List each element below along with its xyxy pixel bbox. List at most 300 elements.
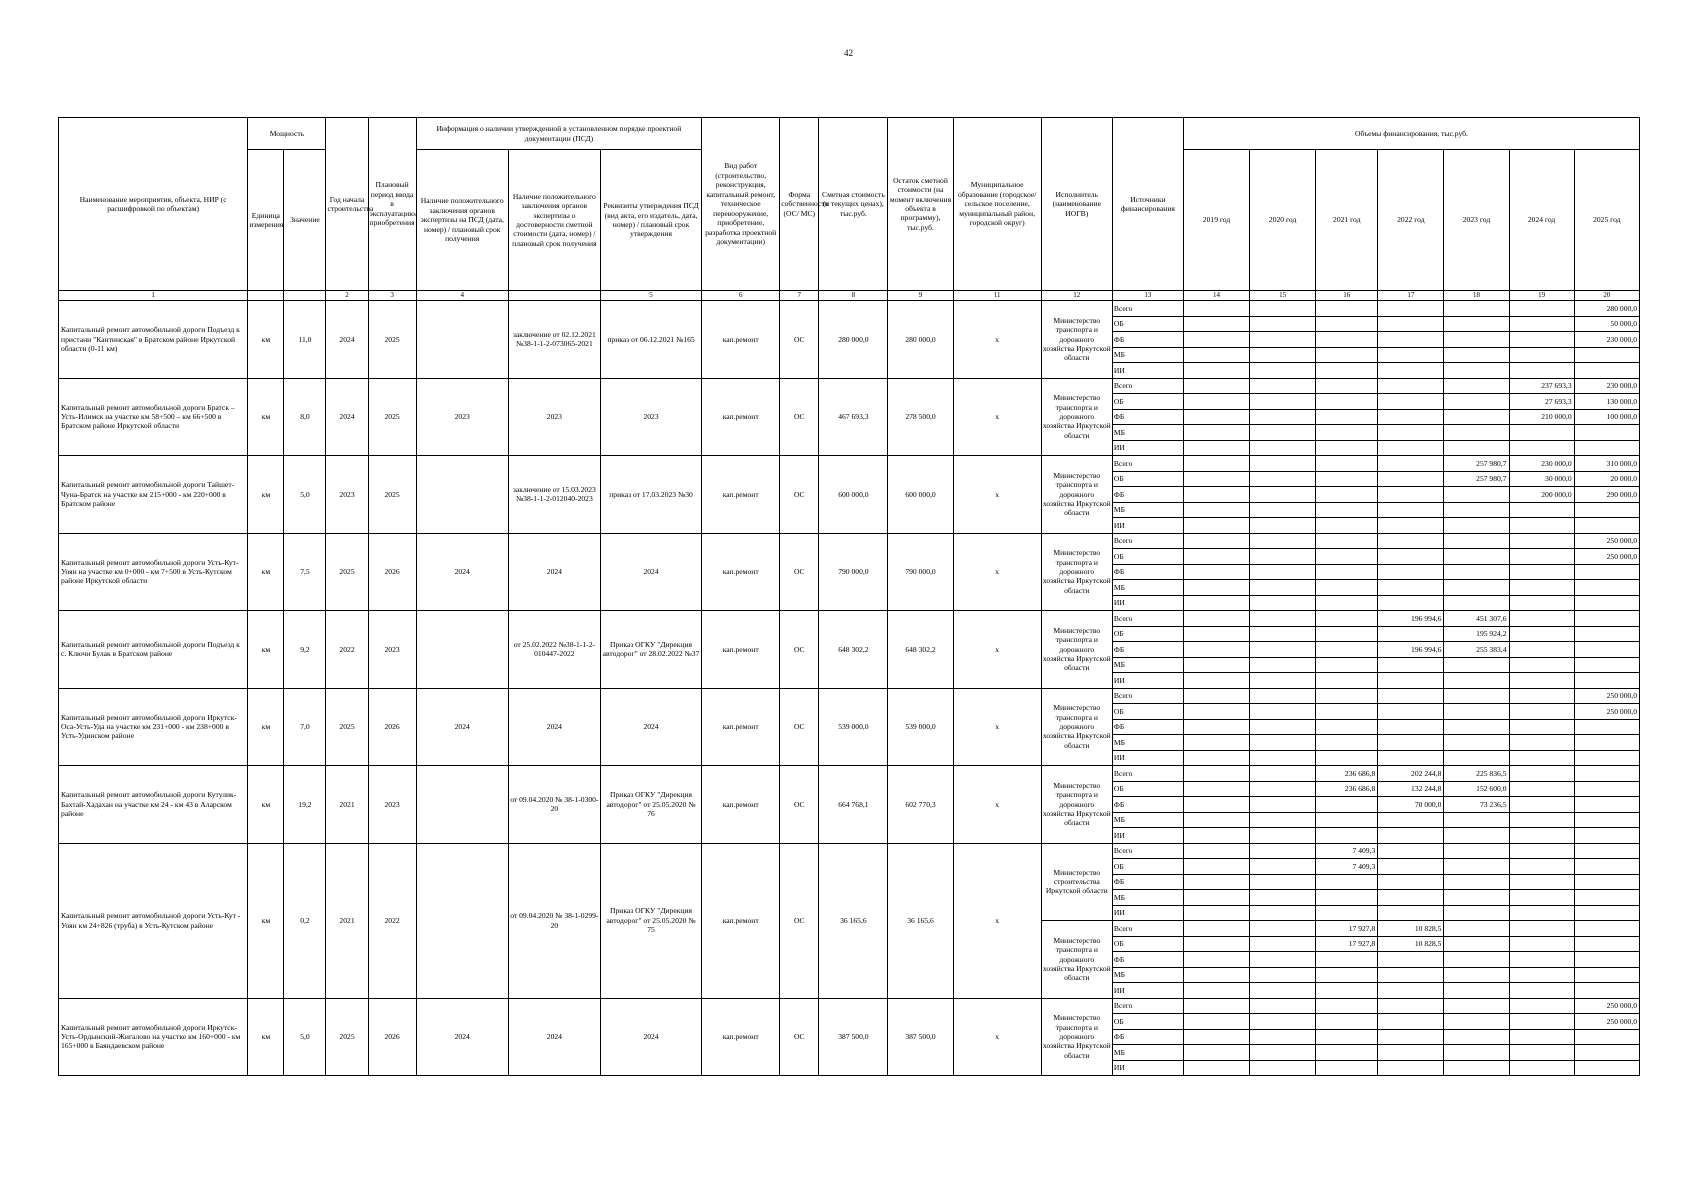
plan-year-cell: 2026 (368, 998, 416, 1076)
work-type-cell: кап.ремонт (702, 611, 780, 689)
funding-amount-cell (1183, 1045, 1249, 1061)
funding-amount-cell (1444, 750, 1509, 766)
municipality-cell: х (953, 378, 1041, 456)
funding-amount-cell (1509, 425, 1574, 441)
funding-amount-cell (1378, 704, 1444, 720)
funding-amount-cell (1378, 735, 1444, 751)
funding-amount-cell (1250, 549, 1316, 565)
funding-amount-cell (1509, 642, 1574, 658)
plan-year-cell: 2023 (368, 766, 416, 844)
funding-amount-cell (1444, 921, 1509, 937)
object-name-cell: Капитальный ремонт автомобильной дороги Подъезд к с. Ключи Булак в Братском районе (59, 611, 248, 689)
funding-amount-cell (1378, 409, 1444, 425)
funding-amount-cell (1574, 781, 1639, 797)
funding-source-cell: ОБ (1112, 471, 1183, 487)
funding-amount-cell (1574, 611, 1639, 627)
funding-amount-cell (1183, 704, 1249, 720)
funding-amount-cell (1444, 502, 1509, 518)
ownership-cell: ОС (780, 688, 819, 766)
psd-cost-cell: от 25.02.2022 №38-1-1-2-010447-2022 (508, 611, 600, 689)
col-number: 12 (1041, 291, 1112, 301)
funding-amount-cell (1378, 533, 1444, 549)
funding-amount-cell (1316, 378, 1378, 394)
funding-amount-cell: 195 924,2 (1444, 626, 1509, 642)
col-number: 13 (1112, 291, 1183, 301)
col-year-header: 2020 год (1250, 150, 1316, 291)
funding-source-cell: ИИ (1112, 595, 1183, 611)
plan-year-cell: 2025 (368, 456, 416, 534)
funding-amount-cell (1444, 1045, 1509, 1061)
funding-amount-cell (1574, 642, 1639, 658)
start-year-cell: 2025 (326, 998, 368, 1076)
funding-source-cell: ФБ (1112, 564, 1183, 580)
funding-amount-cell (1509, 719, 1574, 735)
funding-amount-cell: 202 244,8 (1378, 766, 1444, 782)
funding-amount-cell (1509, 874, 1574, 890)
funding-amount-cell (1444, 487, 1509, 503)
funding-source-cell: ИИ (1112, 673, 1183, 689)
funding-amount-cell (1316, 363, 1378, 379)
funding-amount-cell: 280 000,0 (1574, 301, 1639, 317)
col-unit-header: Единица измерения (248, 150, 284, 291)
psd-requisites-cell: Приказ ОГКУ "Дирекция автодорог" от 25.05.2020 № 75 (600, 843, 701, 998)
funding-amount-cell: 310 000,0 (1574, 456, 1639, 472)
col-year-header: 2019 год (1183, 150, 1249, 291)
funding-amount-cell (1250, 859, 1316, 875)
col-capacity-header: Мощность (248, 118, 326, 150)
funding-source-cell: Всего (1112, 998, 1183, 1014)
funding-amount-cell (1316, 688, 1378, 704)
funding-source-cell: МБ (1112, 580, 1183, 596)
funding-amount-cell (1509, 580, 1574, 596)
funding-amount-cell (1378, 332, 1444, 348)
funding-amount-cell: 152 600,0 (1444, 781, 1509, 797)
funding-amount-cell (1574, 347, 1639, 363)
psd-cost-cell: 2024 (508, 533, 600, 611)
funding-source-cell: ФБ (1112, 642, 1183, 658)
funding-amount-cell (1509, 812, 1574, 828)
funding-amount-cell: 210 000,0 (1509, 409, 1574, 425)
funding-amount-cell: 250 000,0 (1574, 1014, 1639, 1030)
funding-amount-cell (1444, 316, 1509, 332)
funding-amount-cell: 73 236,5 (1444, 797, 1509, 813)
estimated-cost-cell: 387 500,0 (819, 998, 888, 1076)
funding-amount-cell (1316, 905, 1378, 921)
funding-amount-cell (1444, 704, 1509, 720)
funding-amount-cell (1316, 719, 1378, 735)
funding-amount-cell (1250, 518, 1316, 534)
funding-amount-cell (1316, 998, 1378, 1014)
funding-amount-cell (1444, 409, 1509, 425)
col-number: 6 (702, 291, 780, 301)
municipality-cell: х (953, 533, 1041, 611)
funding-amount-cell (1378, 456, 1444, 472)
funding-amount-cell (1378, 688, 1444, 704)
value-cell: 7,0 (284, 688, 326, 766)
funding-amount-cell: 250 000,0 (1574, 549, 1639, 565)
psd-cost-cell: 2024 (508, 688, 600, 766)
funding-amount-cell (1444, 843, 1509, 859)
funding-amount-cell (1509, 859, 1574, 875)
funding-amount-cell (1378, 1014, 1444, 1030)
funding-amount-cell: 250 000,0 (1574, 998, 1639, 1014)
value-cell: 5,0 (284, 998, 326, 1076)
funding-amount-cell (1378, 952, 1444, 968)
value-cell: 19,2 (284, 766, 326, 844)
funding-source-cell: МБ (1112, 967, 1183, 983)
funding-amount-cell (1250, 487, 1316, 503)
funding-amount-cell (1378, 1029, 1444, 1045)
col-plan-header: Плановый период ввода в эксплуатацию/приобретения (368, 118, 416, 291)
funding-amount-cell (1509, 673, 1574, 689)
funding-amount-cell (1250, 905, 1316, 921)
funding-source-cell: ОБ (1112, 704, 1183, 720)
value-cell: 0,2 (284, 843, 326, 998)
funding-amount-cell (1574, 983, 1639, 999)
funding-amount-cell (1378, 983, 1444, 999)
funding-amount-cell (1183, 502, 1249, 518)
funding-amount-cell (1509, 766, 1574, 782)
funding-amount-cell (1378, 1060, 1444, 1076)
start-year-cell: 2021 (326, 766, 368, 844)
funding-amount-cell (1444, 301, 1509, 317)
estimated-cost-cell: 467 693,3 (819, 378, 888, 456)
psd-positive-cell: 2024 (416, 533, 508, 611)
funding-amount-cell (1250, 1060, 1316, 1076)
funding-amount-cell (1250, 983, 1316, 999)
table-row (59, 843, 1640, 859)
funding-source-cell: ИИ (1112, 828, 1183, 844)
funding-amount-cell: 230 000,0 (1574, 378, 1639, 394)
funding-amount-cell (1444, 580, 1509, 596)
funding-amount-cell (1509, 611, 1574, 627)
funding-amount-cell (1444, 983, 1509, 999)
funding-amount-cell (1316, 890, 1378, 906)
funding-amount-cell (1444, 812, 1509, 828)
unit-cell: км (248, 611, 284, 689)
funding-source-cell: ОБ (1112, 859, 1183, 875)
municipality-cell: х (953, 766, 1041, 844)
work-type-cell: кап.ремонт (702, 766, 780, 844)
col-number: 9 (888, 291, 953, 301)
funding-amount-cell (1574, 936, 1639, 952)
funding-amount-cell (1316, 595, 1378, 611)
estimated-cost-cell: 600 000,0 (819, 456, 888, 534)
funding-amount-cell (1378, 719, 1444, 735)
remainder-cell: 602 770,3 (888, 766, 953, 844)
estimated-cost-cell: 664 768,1 (819, 766, 888, 844)
funding-amount-cell (1316, 564, 1378, 580)
funding-amount-cell (1316, 704, 1378, 720)
col-year-header: 2021 год (1316, 150, 1378, 291)
funding-amount-cell (1316, 347, 1378, 363)
funding-amount-cell (1509, 750, 1574, 766)
funding-amount-cell (1444, 363, 1509, 379)
funding-amount-cell (1183, 471, 1249, 487)
funding-amount-cell (1444, 657, 1509, 673)
funding-amount-cell (1574, 425, 1639, 441)
col-year-header: 2024 год (1509, 150, 1574, 291)
psd-positive-cell (416, 611, 508, 689)
funding-amount-cell (1574, 595, 1639, 611)
funding-amount-cell (1574, 1045, 1639, 1061)
municipality-cell: х (953, 843, 1041, 998)
funding-amount-cell (1250, 874, 1316, 890)
funding-amount-cell (1509, 595, 1574, 611)
funding-amount-cell (1183, 812, 1249, 828)
col-psd1-header: Наличие положительного заключения органов экспертизы на ПСД (дата, номер) / плановый срок получения (416, 150, 508, 291)
funding-amount-cell (1574, 363, 1639, 379)
funding-amount-cell (1378, 549, 1444, 565)
funding-amount-cell (1316, 673, 1378, 689)
funding-amount-cell (1574, 859, 1639, 875)
funding-source-cell: МБ (1112, 425, 1183, 441)
funding-amount-cell (1183, 301, 1249, 317)
funding-amount-cell: 290 000,0 (1574, 487, 1639, 503)
funding-amount-cell (1378, 673, 1444, 689)
col-cost-header: Сметная стоимость (в текущих ценах), тыс.руб. (819, 118, 888, 291)
funding-amount-cell (1509, 1045, 1574, 1061)
funding-amount-cell (1183, 657, 1249, 673)
psd-requisites-cell: Приказ ОГКУ "Дирекция автодорог" от 28.02.2022 №37 (600, 611, 701, 689)
funding-amount-cell (1183, 735, 1249, 751)
funding-amount-cell (1574, 502, 1639, 518)
col-number: 2 (326, 291, 368, 301)
funding-source-cell: Всего (1112, 456, 1183, 472)
funding-amount-cell (1183, 456, 1249, 472)
funding-amount-cell (1574, 967, 1639, 983)
funding-amount-cell (1378, 487, 1444, 503)
funding-amount-cell (1509, 502, 1574, 518)
col-funding-header: Объемы финансирования, тыс.руб. (1183, 118, 1639, 150)
funding-amount-cell (1509, 890, 1574, 906)
funding-amount-cell (1316, 983, 1378, 999)
funding-amount-cell (1509, 657, 1574, 673)
funding-amount-cell (1250, 409, 1316, 425)
start-year-cell: 2024 (326, 378, 368, 456)
funding-amount-cell (1316, 735, 1378, 751)
municipality-cell: х (953, 611, 1041, 689)
funding-source-cell: ФБ (1112, 952, 1183, 968)
funding-amount-cell (1444, 859, 1509, 875)
funding-amount-cell (1316, 828, 1378, 844)
ownership-cell: ОС (780, 533, 819, 611)
funding-amount-cell (1378, 998, 1444, 1014)
funding-source-cell: ОБ (1112, 626, 1183, 642)
funding-amount-cell: 17 927,8 (1316, 921, 1378, 937)
funding-amount-cell (1316, 1014, 1378, 1030)
funding-amount-cell (1250, 456, 1316, 472)
funding-amount-cell (1509, 347, 1574, 363)
funding-amount-cell: 236 686,8 (1316, 781, 1378, 797)
col-number: 5 (600, 291, 701, 301)
funding-amount-cell: 230 000,0 (1509, 456, 1574, 472)
funding-amount-cell (1378, 967, 1444, 983)
col-name-header: Наименование мероприятия, объекта, НИР (с расшифровкой по объектам) (59, 118, 248, 291)
funding-amount-cell: 30 000,0 (1509, 471, 1574, 487)
funding-amount-cell (1574, 828, 1639, 844)
funding-amount-cell (1444, 688, 1509, 704)
unit-cell: км (248, 378, 284, 456)
plan-year-cell: 2023 (368, 611, 416, 689)
funding-amount-cell (1183, 1014, 1249, 1030)
table-row (59, 378, 1640, 394)
work-type-cell: кап.ремонт (702, 378, 780, 456)
funding-amount-cell: 70 000,0 (1378, 797, 1444, 813)
unit-cell: км (248, 301, 284, 379)
funding-amount-cell (1183, 766, 1249, 782)
funding-amount-cell (1509, 998, 1574, 1014)
funding-source-cell: ФБ (1112, 1029, 1183, 1045)
funding-amount-cell: 7 409,3 (1316, 843, 1378, 859)
funding-amount-cell: 27 693,3 (1509, 394, 1574, 410)
unit-cell: км (248, 998, 284, 1076)
funding-amount-cell (1183, 781, 1249, 797)
funding-source-cell: Всего (1112, 533, 1183, 549)
executor-cell: Министерство транспорта и дорожного хозяйства Иркутской области (1041, 688, 1112, 766)
funding-amount-cell (1183, 719, 1249, 735)
remainder-cell: 790 000,0 (888, 533, 953, 611)
funding-amount-cell (1574, 812, 1639, 828)
funding-amount-cell (1509, 983, 1574, 999)
funding-amount-cell (1509, 316, 1574, 332)
funding-amount-cell (1183, 626, 1249, 642)
funding-amount-cell (1574, 657, 1639, 673)
funding-amount-cell (1378, 874, 1444, 890)
psd-requisites-cell: 2023 (600, 378, 701, 456)
funding-amount-cell (1574, 797, 1639, 813)
funding-amount-cell (1444, 905, 1509, 921)
remainder-cell: 36 165,6 (888, 843, 953, 998)
funding-amount-cell (1250, 766, 1316, 782)
funding-amount-cell (1574, 766, 1639, 782)
funding-source-cell: Всего (1112, 688, 1183, 704)
funding-amount-cell (1378, 363, 1444, 379)
psd-positive-cell: 2024 (416, 688, 508, 766)
object-name-cell: Капитальный ремонт автомобильной дороги Усть-Кут - Уоян км 24+826 (труба) в Усть-Кутском районе (59, 843, 248, 998)
funding-source-cell: ФБ (1112, 409, 1183, 425)
executor-cell: Министерство транспорта и дорожного хозяйства Иркутской области (1041, 611, 1112, 689)
funding-source-cell: ФБ (1112, 874, 1183, 890)
funding-amount-cell (1183, 549, 1249, 565)
plan-year-cell: 2025 (368, 301, 416, 379)
work-type-cell: кап.ремонт (702, 688, 780, 766)
funding-amount-cell (1316, 394, 1378, 410)
funding-amount-cell: 255 383,4 (1444, 642, 1509, 658)
funding-amount-cell (1509, 704, 1574, 720)
col-psd3-header: Реквизиты утверждения ПСД (вид акта, его издатель, дата, номер) / плановый срок утверждения (600, 150, 701, 291)
plan-year-cell: 2026 (368, 688, 416, 766)
table-row (59, 533, 1640, 549)
funding-amount-cell (1444, 1060, 1509, 1076)
executor-cell: Министерство транспорта и дорожного хозяйства Иркутской области (1041, 921, 1112, 999)
funding-amount-cell: 10 828,5 (1378, 936, 1444, 952)
funding-amount-cell (1574, 673, 1639, 689)
col-mun-header: Муниципальное образование (городское/сельское поселение, муниципальный район, городской округ) (953, 118, 1041, 291)
funding-amount-cell (1183, 347, 1249, 363)
funding-amount-cell (1378, 564, 1444, 580)
funding-amount-cell (1316, 409, 1378, 425)
funding-amount-cell (1378, 471, 1444, 487)
funding-source-cell: МБ (1112, 502, 1183, 518)
col-exec-header: Исполнитель (наименование ИОГВ) (1041, 118, 1112, 291)
funding-amount-cell (1183, 440, 1249, 456)
psd-positive-cell (416, 301, 508, 379)
ownership-cell: ОС (780, 766, 819, 844)
funding-amount-cell (1250, 1045, 1316, 1061)
funding-amount-cell (1183, 843, 1249, 859)
funding-amount-cell (1509, 905, 1574, 921)
table-row (59, 611, 1640, 627)
funding-amount-cell (1378, 657, 1444, 673)
funding-amount-cell (1250, 688, 1316, 704)
funding-source-cell: МБ (1112, 347, 1183, 363)
funding-amount-cell: 257 980,7 (1444, 456, 1509, 472)
funding-amount-cell (1183, 874, 1249, 890)
funding-amount-cell (1509, 626, 1574, 642)
funding-source-cell: ИИ (1112, 518, 1183, 534)
funding-amount-cell (1250, 750, 1316, 766)
funding-amount-cell (1316, 456, 1378, 472)
estimated-cost-cell: 36 165,6 (819, 843, 888, 998)
funding-amount-cell (1183, 394, 1249, 410)
municipality-cell: х (953, 998, 1041, 1076)
funding-amount-cell (1316, 502, 1378, 518)
col-number (284, 291, 326, 301)
funding-amount-cell (1444, 936, 1509, 952)
funding-amount-cell (1250, 611, 1316, 627)
funding-amount-cell (1316, 952, 1378, 968)
funding-amount-cell (1250, 1029, 1316, 1045)
col-rem-header: Остаток сметной стоимости (на момент включения объекта в программу), тыс.руб. (888, 118, 953, 291)
funding-amount-cell (1444, 394, 1509, 410)
funding-amount-cell (1250, 828, 1316, 844)
table-row (59, 456, 1640, 472)
remainder-cell: 278 500,0 (888, 378, 953, 456)
funding-amount-cell (1250, 363, 1316, 379)
funding-amount-cell (1250, 564, 1316, 580)
psd-cost-cell: 2023 (508, 378, 600, 456)
funding-amount-cell (1444, 874, 1509, 890)
psd-requisites-cell: приказ от 06.12.2021 №165 (600, 301, 701, 379)
psd-cost-cell: заключение от 02.12.2021 №38-1-1-2-073065-2021 (508, 301, 600, 379)
funding-source-cell: МБ (1112, 890, 1183, 906)
funding-source-cell: ФБ (1112, 797, 1183, 813)
funding-source-cell: ОБ (1112, 549, 1183, 565)
funding-amount-cell (1183, 967, 1249, 983)
psd-cost-cell: заключение от 15.03.2023 №38-1-1-2-012040-2023 (508, 456, 600, 534)
funding-amount-cell (1183, 611, 1249, 627)
start-year-cell: 2024 (326, 301, 368, 379)
funding-amount-cell (1574, 719, 1639, 735)
funding-amount-cell (1183, 673, 1249, 689)
funding-amount-cell (1444, 332, 1509, 348)
executor-cell: Министерство транспорта и дорожного хозяйства Иркутской области (1041, 301, 1112, 379)
table-row (59, 301, 1640, 317)
funding-amount-cell (1316, 332, 1378, 348)
funding-amount-cell: 130 000,0 (1574, 394, 1639, 410)
col-number: 20 (1574, 291, 1639, 301)
col-number: 16 (1316, 291, 1378, 301)
funding-source-cell: ИИ (1112, 905, 1183, 921)
funding-amount-cell (1444, 1014, 1509, 1030)
funding-amount-cell: 196 994,6 (1378, 611, 1444, 627)
funding-amount-cell (1378, 316, 1444, 332)
col-src-header: Источники финансирования (1112, 118, 1183, 291)
funding-amount-cell: 10 828,5 (1378, 921, 1444, 937)
psd-positive-cell (416, 843, 508, 998)
funding-amount-cell (1316, 1045, 1378, 1061)
